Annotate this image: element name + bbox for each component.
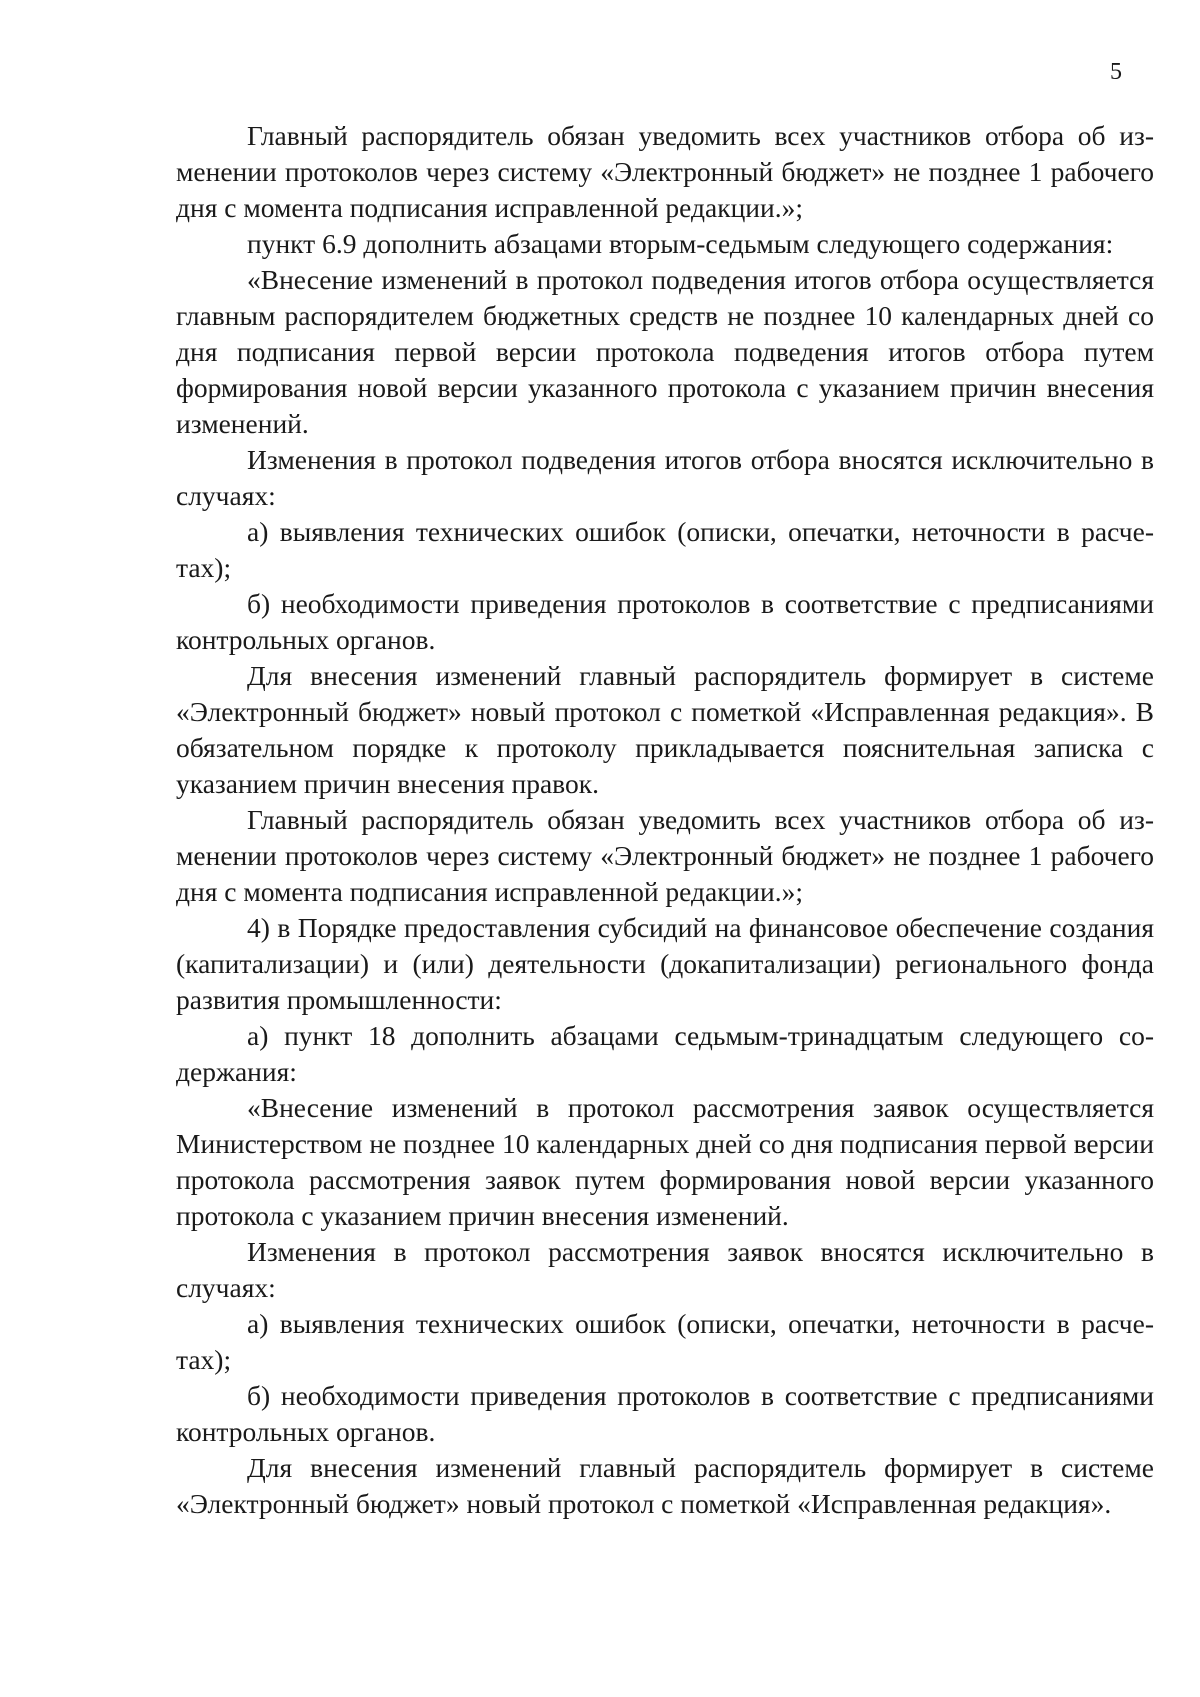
paragraph-electronic-budget-1: Для внесения изменений главный распорядитель формирует в системе «Электронный бюджет» новый протокол с пометкой «Исправленная редакция». В обязательном порядке к протоколу прикладывается пояснительная записка с указанием причин внесения правок. bbox=[176, 660, 1154, 799]
paragraph-item-6-9: пункт 6.9 дополнить абзацами вторым-седьмым следующего содержания: bbox=[247, 228, 1114, 259]
paragraph-electronic-budget-2: Для внесения изменений главный распорядитель формирует в системе «Электронный бюджет» новый протокол с пометкой «Исправленная редакция». bbox=[176, 1452, 1154, 1519]
page-number: 5 bbox=[1110, 59, 1122, 85]
paragraph-case-a-2: а) выявления технических ошибок (описки, опечатки, неточности в расчетах); bbox=[176, 1308, 1154, 1375]
paragraph-case-a-1: а) выявления технических ошибок (описки, опечатки, неточности в расчетах); bbox=[176, 516, 1154, 583]
paragraph-case-b-2: б) необходимости приведения протоколов в соответствие с предписаниями контрольных органов. bbox=[176, 1380, 1154, 1447]
paragraph-changes-cases-1: Изменения в протокол подведения итогов отбора вносятся исключительно в случаях: bbox=[176, 444, 1154, 511]
paragraph-item-18: а) пункт 18 дополнить абзацами седьмым-тринадцатым следующего содержания: bbox=[176, 1020, 1154, 1087]
paragraph-changes-cases-2: Изменения в протокол рассмотрения заявок вносятся исключительно в случаях: bbox=[176, 1236, 1154, 1303]
paragraph-protocol-results-changes: «Внесение изменений в протокол подведения итогов отбора осуществляется главным распорядителем бюджетных средств не позднее 10 календарных дней со дня подписания первой версии протокола подведения итогов отбора путем формирования новой версии указанного протокола с указанием причин внесения изменений. bbox=[176, 264, 1154, 439]
paragraph-protocol-review-changes: «Внесение изменений в протокол рассмотрения заявок осуществляется Министерством не позднее 10 календарных дней со дня подписания первой версии протокола рассмотрения заявок путем формирования новой версии указанного протокола с указанием причин внесения изменений. bbox=[176, 1092, 1154, 1231]
paragraph-notify-participants-1: Главный распорядитель обязан уведомить всех участников отбора об изменении протоколов через систему «Электронный бюджет» не позднее 1 рабочего дня с момента подписания исправленной редакции.»; bbox=[176, 120, 1154, 223]
paragraph-subsidy-procedure: 4) в Порядке предоставления субсидий на финансовое обеспечение создания (капитализации) и (или) деятельности (докапитализации) регионального фонда развития промышленности: bbox=[176, 912, 1154, 1015]
paragraph-notify-participants-2: Главный распорядитель обязан уведомить всех участников отбора об изменении протоколов через систему «Электронный бюджет» не позднее 1 рабочего дня с момента подписания исправленной редакции.»; bbox=[176, 804, 1154, 907]
document-body bbox=[176, 118, 1154, 1522]
paragraph-case-b-1: б) необходимости приведения протоколов в соответствие с предписаниями контрольных органов. bbox=[176, 588, 1154, 655]
